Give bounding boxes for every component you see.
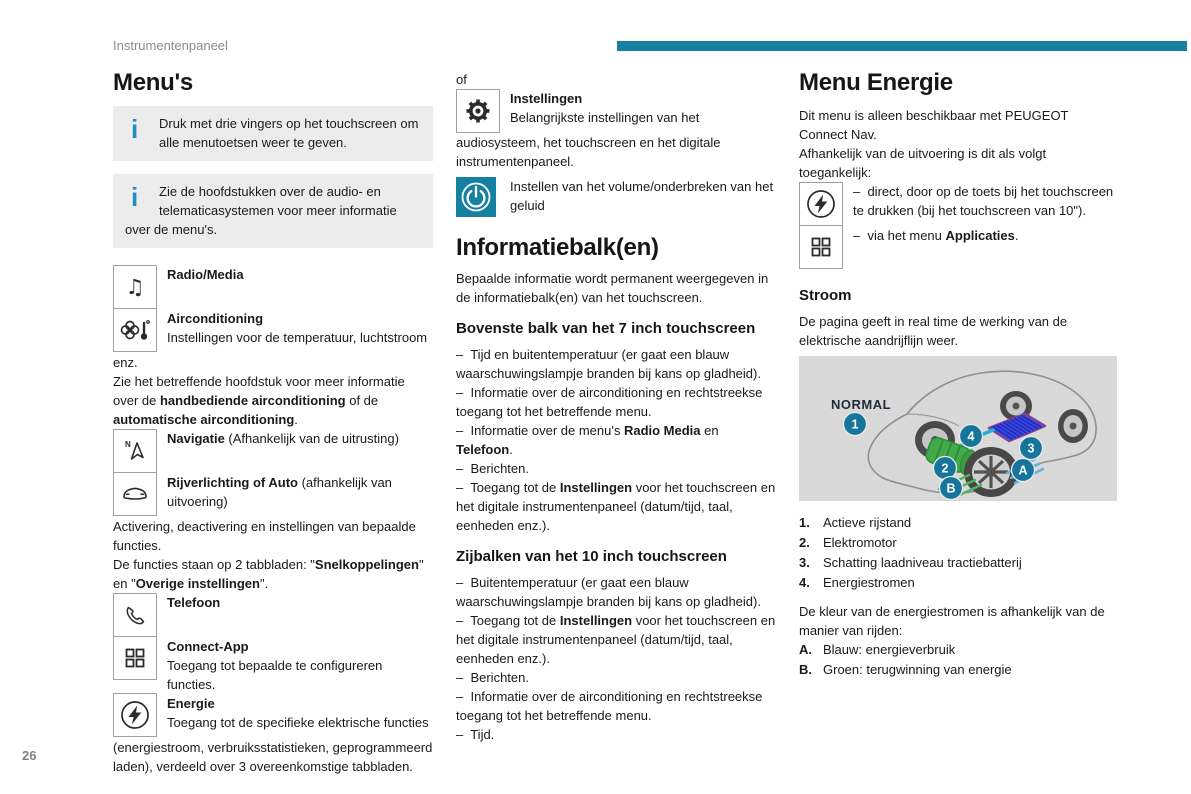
lightning-circle-icon [119, 699, 151, 731]
subheading-stroom: Stroom [799, 287, 852, 304]
svg-text:2: 2 [941, 461, 949, 476]
page-number: 26 [22, 748, 37, 763]
svg-text:1: 1 [851, 417, 859, 432]
fan-thermometer-icon [119, 317, 151, 343]
badge-1 [844, 413, 867, 436]
bullet-7-4: – Berichten. [456, 461, 529, 476]
subheading-10inch: Zijbalken van het 10 inch touchscreen [456, 548, 727, 565]
car-icon [121, 484, 149, 504]
badge-3 [1020, 437, 1043, 460]
info-note-1-text: Druk met drie vingers op het touchscreen om alle menutoetsen weer te geven. [159, 116, 419, 150]
instellingen-label: Instellingen [510, 91, 583, 106]
svg-text:B: B [946, 481, 956, 496]
svg-text:N: N [125, 440, 131, 449]
of-connector: of [456, 72, 467, 87]
access-applicaties-row [799, 226, 1119, 270]
applicaties-icon [799, 225, 843, 269]
access-applicaties-text: – via het menu Applicaties. [853, 228, 1019, 243]
section-title-menus: Menu's [113, 69, 193, 96]
energie-intro-1: Dit menu is alleen beschikbaar met PEUGEOT Connect Nav. [799, 108, 1069, 142]
navigation-icon [113, 429, 157, 473]
badge-A [1012, 459, 1035, 482]
compass-arrow-icon [122, 438, 148, 464]
rear-near-wheel [1058, 409, 1088, 443]
bullet-10-4: – Informatie over de airconditioning en rechtstreekse toegang tot het betreffende menu. [456, 689, 767, 723]
menu-item-rijverlichting [113, 473, 433, 517]
diagram-legend [799, 513, 1119, 593]
menu-item-connect-app [113, 637, 433, 694]
energie-icon [799, 182, 843, 226]
section-title-informatiebalk: Informatiebalk(en) [456, 234, 659, 261]
music-notes-icon: ♫ [125, 274, 145, 299]
bullet-10-5: – Tijd. [456, 727, 495, 742]
info-note-2-text: Zie de hoofdstukken over de audio- en telematicasystemen voor meer informatie over de menu's. [125, 184, 397, 237]
access-direct-text: – direct, door op de toets bij het touchscreen te drukken (bij het touchscreen van 10"). [853, 184, 1117, 218]
connect-app-icon [113, 636, 157, 680]
bullet-7-1: – Tijd en buitentemperatuur (er gaat een blauw waarschuwingslampje branden bij kans op gladheid). [456, 347, 761, 381]
airconditioning-desc-cont: enz. [113, 355, 138, 370]
legend-item-4: 4. Energiestromen [799, 575, 915, 590]
subheading-7inch: Bovenste balk van het 7 inch touchscreen [456, 320, 756, 337]
rijverlichting-suffix: (afhankelijk van uitvoering) [167, 475, 392, 509]
informatiebalk-intro: Bepaalde informatie wordt permanent weergegeven in de informatiebalk(en) van het touchscreen. [456, 271, 769, 305]
column-informatiebalk [456, 70, 779, 744]
info-note-1 [113, 106, 433, 161]
app-grid-icon [810, 236, 832, 258]
menu-item-navigatie [113, 429, 433, 473]
svg-text:A: A [1018, 463, 1028, 478]
bullet-7-3: – Informatie over de menu's Radio Media en Telefoon. [456, 423, 723, 457]
info-note-2 [113, 174, 433, 248]
traction-battery [989, 414, 1045, 441]
legend-item-3: 3. Schatting laadniveau tractiebatterij [799, 555, 1022, 570]
telefoon-label: Telefoon [167, 595, 221, 610]
rijverlichting-paragraph: Activering, deactivering en instellingen van bepaalde functies. [113, 519, 416, 553]
airconditioning-desc: Instellingen voor de temperatuur, luchtstroom [167, 330, 428, 345]
legend-item-1: 1. Actieve rijstand [799, 515, 912, 530]
menu-item-energie [113, 694, 433, 738]
energie-label: Energie [167, 696, 215, 711]
breadcrumb: Instrumentenpaneel [113, 38, 228, 53]
badge-B [940, 477, 963, 500]
volume-desc: Instellen van het volume/onderbreken van het geluid [510, 179, 774, 213]
tabs-paragraph: De functies staan op 2 tabbladen: "Snelkoppelingen" en "Overige instellingen". [113, 557, 424, 591]
airconditioning-icon [113, 308, 157, 352]
app-grid-icon [124, 647, 146, 669]
access-direct-row [799, 182, 1119, 226]
instellingen-icon [456, 89, 500, 133]
stroom-intro: De pagina geeft in real time de werking van de elektrische aandrijflijn weer. [799, 314, 1068, 348]
car-lights-icon [113, 472, 157, 516]
navigatie-suffix: (Afhankelijk van de uitrusting) [224, 431, 399, 446]
bullet-10-2: – Toegang tot de Instellingen voor het touchscreen en het digitale instrumentenpaneel (datum/tijd, taal, eenheden enz.). [456, 613, 779, 666]
rijverlichting-label: Rijverlichting of Auto [167, 475, 298, 490]
energie-desc: Toegang tot de specifieke elektrische functies [167, 715, 429, 730]
airconditioning-paragraph: Zie het betreffende hoofdstuk voor meer informatie over de handbediende airconditioning of de automatische airconditioning. [113, 374, 405, 427]
energie-desc-cont: (energiestroom, verbruiksstatistieken, geprogrammeerd laden), verdeeld over 3 overeenkomstige tabbladen. [113, 740, 433, 774]
mode-label: NORMAL [831, 397, 892, 412]
handset-icon [123, 603, 147, 627]
menu-item-telefoon [113, 593, 433, 637]
bullet-7-2: – Informatie over de airconditioning en rechtstreekse toegang tot het betreffende menu. [456, 385, 767, 419]
navigatie-label: Navigatie [167, 431, 225, 446]
radio-media-icon [113, 265, 157, 309]
info-icon: i [131, 182, 139, 212]
phone-icon [113, 593, 157, 637]
menu-item-airconditioning [113, 309, 433, 353]
volume-item [456, 177, 776, 221]
column-menus [113, 70, 433, 776]
column-menu-energie [799, 70, 1119, 680]
radio-media-label: Radio/Media [167, 267, 244, 282]
power-icon [458, 179, 494, 215]
legend-item-B: B. Groen: terugwinning van energie [799, 662, 1012, 677]
svg-text:3: 3 [1027, 441, 1035, 456]
bullet-10-1: – Buitentemperatuur (er gaat een blauw waarschuwingslampje branden bij kans op gladheid). [456, 575, 761, 609]
lightning-circle-icon [805, 188, 837, 220]
gear-icon [465, 98, 491, 124]
airconditioning-label: Airconditioning [167, 311, 264, 326]
legend-item-2: 2. Elektromotor [799, 535, 897, 550]
header-accent-bar [617, 41, 1187, 51]
connect-app-desc: Toegang tot bepaalde te configureren functies. [167, 658, 383, 692]
instellingen-desc: Belangrijkste instellingen van het [510, 110, 700, 125]
energie-intro-2: Afhankelijk van de uitvoering is dit als volgt toegankelijk: [799, 146, 1047, 180]
menu-item-instellingen [456, 89, 776, 133]
info-icon: i [131, 114, 139, 144]
svg-text:4: 4 [967, 429, 975, 444]
energy-flow-diagram [799, 356, 1117, 501]
menu-item-radio-media [113, 265, 433, 309]
badge-4 [960, 425, 983, 448]
bullet-7-5: – Toegang tot de Instellingen voor het touchscreen en het digitale instrumentenpaneel (datum/tijd, taal, eenheden enz.). [456, 480, 779, 533]
connect-app-label: Connect-App [167, 639, 249, 654]
instellingen-desc-cont: audiosysteem, het touchscreen en het digitale instrumentenpaneel. [456, 135, 721, 169]
volume-power-icon [456, 177, 496, 217]
bullet-10-3: – Berichten. [456, 670, 529, 685]
energie-icon [113, 693, 157, 737]
energy-flow-illustration [799, 356, 1117, 501]
legend-item-A: A. Blauw: energieverbruik [799, 642, 956, 657]
section-title-menu-energie: Menu Energie [799, 69, 953, 96]
flow-colors-paragraph: De kleur van de energiestromen is afhankelijk van de manier van rijden: [799, 604, 1105, 638]
